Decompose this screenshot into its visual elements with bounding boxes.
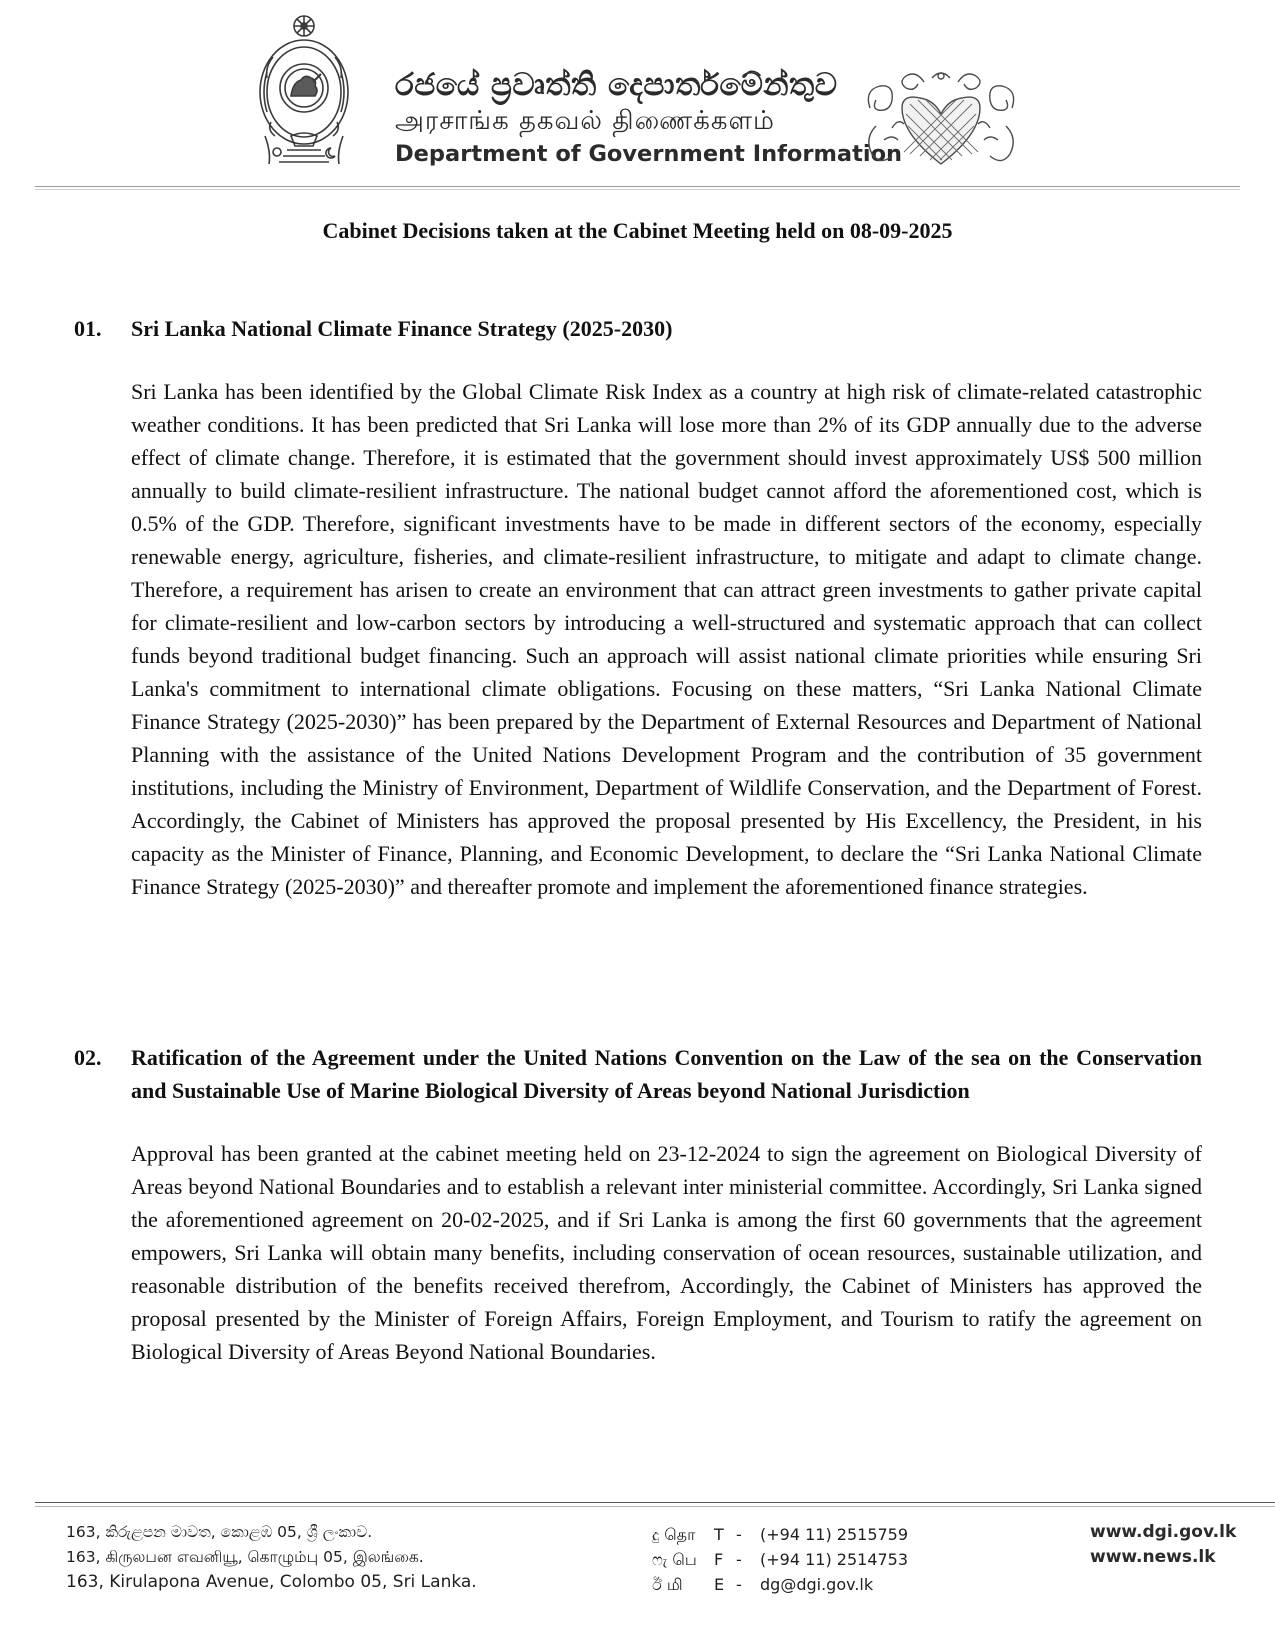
telephone-number[interactable]: (+94 11) 2515759	[760, 1525, 909, 1544]
header-divider	[35, 186, 1240, 187]
fax-number: (+94 11) 2514753	[760, 1550, 909, 1569]
section-number: 01.	[74, 316, 102, 341]
decorative-ornament-icon	[862, 68, 1020, 172]
contact-telephone	[652, 1522, 922, 1547]
website-link-dgi[interactable]: www.dgi.gov.lk	[1090, 1522, 1237, 1542]
letterhead	[0, 0, 1275, 195]
contact-prefix: ෆැ பெ	[652, 1550, 697, 1569]
section-title: Sri Lanka National Climate Finance Strategy (2025-2030)	[131, 316, 673, 341]
department-name-tamil: அரசாங்க தகவல் திணைக்களம்	[395, 106, 775, 136]
contact-key: T	[714, 1525, 724, 1544]
email-link[interactable]: dg@dgi.gov.lk	[760, 1575, 874, 1594]
footer-address	[66, 1520, 496, 1595]
contact-prefix: ඊ மி	[652, 1575, 683, 1594]
contact-separator: -	[736, 1525, 742, 1544]
footer-divider-secondary	[35, 1506, 1275, 1507]
contact-prefix: දු தொ	[652, 1525, 696, 1544]
address-english: 163, Kirulapona Avenue, Colombo 05, Sri Lanka.	[66, 1572, 477, 1592]
contact-separator: -	[736, 1575, 742, 1594]
section-body: Approval has been granted at the cabinet meeting held on 23-12-2024 to sign the agreement on Biological Diversity of Areas beyond National Boundaries and to establish a relevant inter ministerial committee. Accordingly, Sri Lanka signed the aforementioned agreement on 20-02-2025, and if Sri Lanka is among the first 60 governments that the agreement empowers, Sri Lanka will obtain many benefits, including conservation of ocean resources, sustainable utilization, and reasonable distribution of the benefits received therefrom, Accordingly, the Cabinet of Ministers has approved the proposal presented by the Minister of Foreign Affairs, Foreign Employment, and Tourism to ratify the agreement on Biological Diversity of Areas Beyond National Boundaries.	[131, 1141, 1202, 1364]
contact-key: E	[714, 1575, 725, 1594]
decision-section-1	[74, 312, 1202, 903]
footer-websites	[1090, 1520, 1237, 1570]
section-heading	[74, 312, 1202, 345]
contact-email	[652, 1572, 922, 1597]
department-name-english: Department of Government Information	[395, 141, 903, 167]
document-title: Cabinet Decisions taken at the Cabinet Meeting held on 08-09-2025	[322, 218, 953, 243]
section-number: 02.	[74, 1045, 102, 1070]
header-divider-secondary	[35, 189, 1240, 190]
contact-key: F	[714, 1550, 724, 1569]
section-title: Ratification of the Agreement under the United Nations Convention on the Law of the sea on the Conservation and Sustainable Use of Marine Biological Diversity of Areas beyond National Jurisdiction	[131, 1045, 1202, 1103]
sri-lanka-emblem-icon	[255, 12, 353, 170]
footer-contacts	[652, 1522, 922, 1597]
website-link-news[interactable]: www.news.lk	[1090, 1547, 1216, 1567]
decision-section-2	[74, 1041, 1202, 1368]
footer-divider	[35, 1502, 1275, 1503]
department-names	[395, 66, 903, 170]
address-sinhala: 163, කිරුළපන මාවත, කොළඹ 05, ශ්‍රී ලංකාව.	[66, 1523, 373, 1541]
section-heading	[74, 1041, 1202, 1107]
contact-separator: -	[736, 1550, 742, 1569]
department-name-sinhala: රජයේ ප්‍රවෘත්ති දෙපාර්තමේන්තුව	[395, 67, 838, 103]
address-tamil: 163, கிருலபன எவனியூ, கொழும்பு 05, இலங்கை.	[66, 1548, 424, 1566]
section-body: Sri Lanka has been identified by the Global Climate Risk Index as a country at high risk of climate-related catastrophic weather conditions. It has been predicted that Sri Lanka will lose more than 2% of its GDP annually due to the adverse effect of climate change. Therefore, it is estimated that the government should invest approximately US$ 500 million annually to build climate-resilient infrastructure. The national budget cannot afford the aforementioned cost, which is 0.5% of the GDP. Therefore, significant investments have to be made in different sectors of the economy, especially renewable energy, agriculture, fisheries, and climate-resilient infrastructure, to mitigate and adapt to climate change. Therefore, a requirement has arisen to create an environment that can attract green investments to gather private capital for climate-resilient and low-carbon sectors by introducing a well-structured and systematic approach that can collect funds beyond traditional budget financing. Such an approach will assist national climate priorities while ensuring Sri Lanka's commitment to international climate obligations. Focusing on these matters, “Sri Lanka National Climate Finance Strategy (2025-2030)” has been prepared by the Department of External Resources and Department of National Planning with the assistance of the United Nations Development Program and the contribution of 35 government institutions, including the Ministry of Environment, Department of Wildlife Conservation, and the Department of Forest. Accordingly, the Cabinet of Ministers has approved the proposal presented by His Excellency, the President, in his capacity as the Minister of Finance, Planning, and Economic Development, to declare the “Sri Lanka National Climate Finance Strategy (2025-2030)” and thereafter promote and implement the aforementioned finance strategies.	[131, 379, 1202, 899]
contact-fax	[652, 1547, 922, 1572]
